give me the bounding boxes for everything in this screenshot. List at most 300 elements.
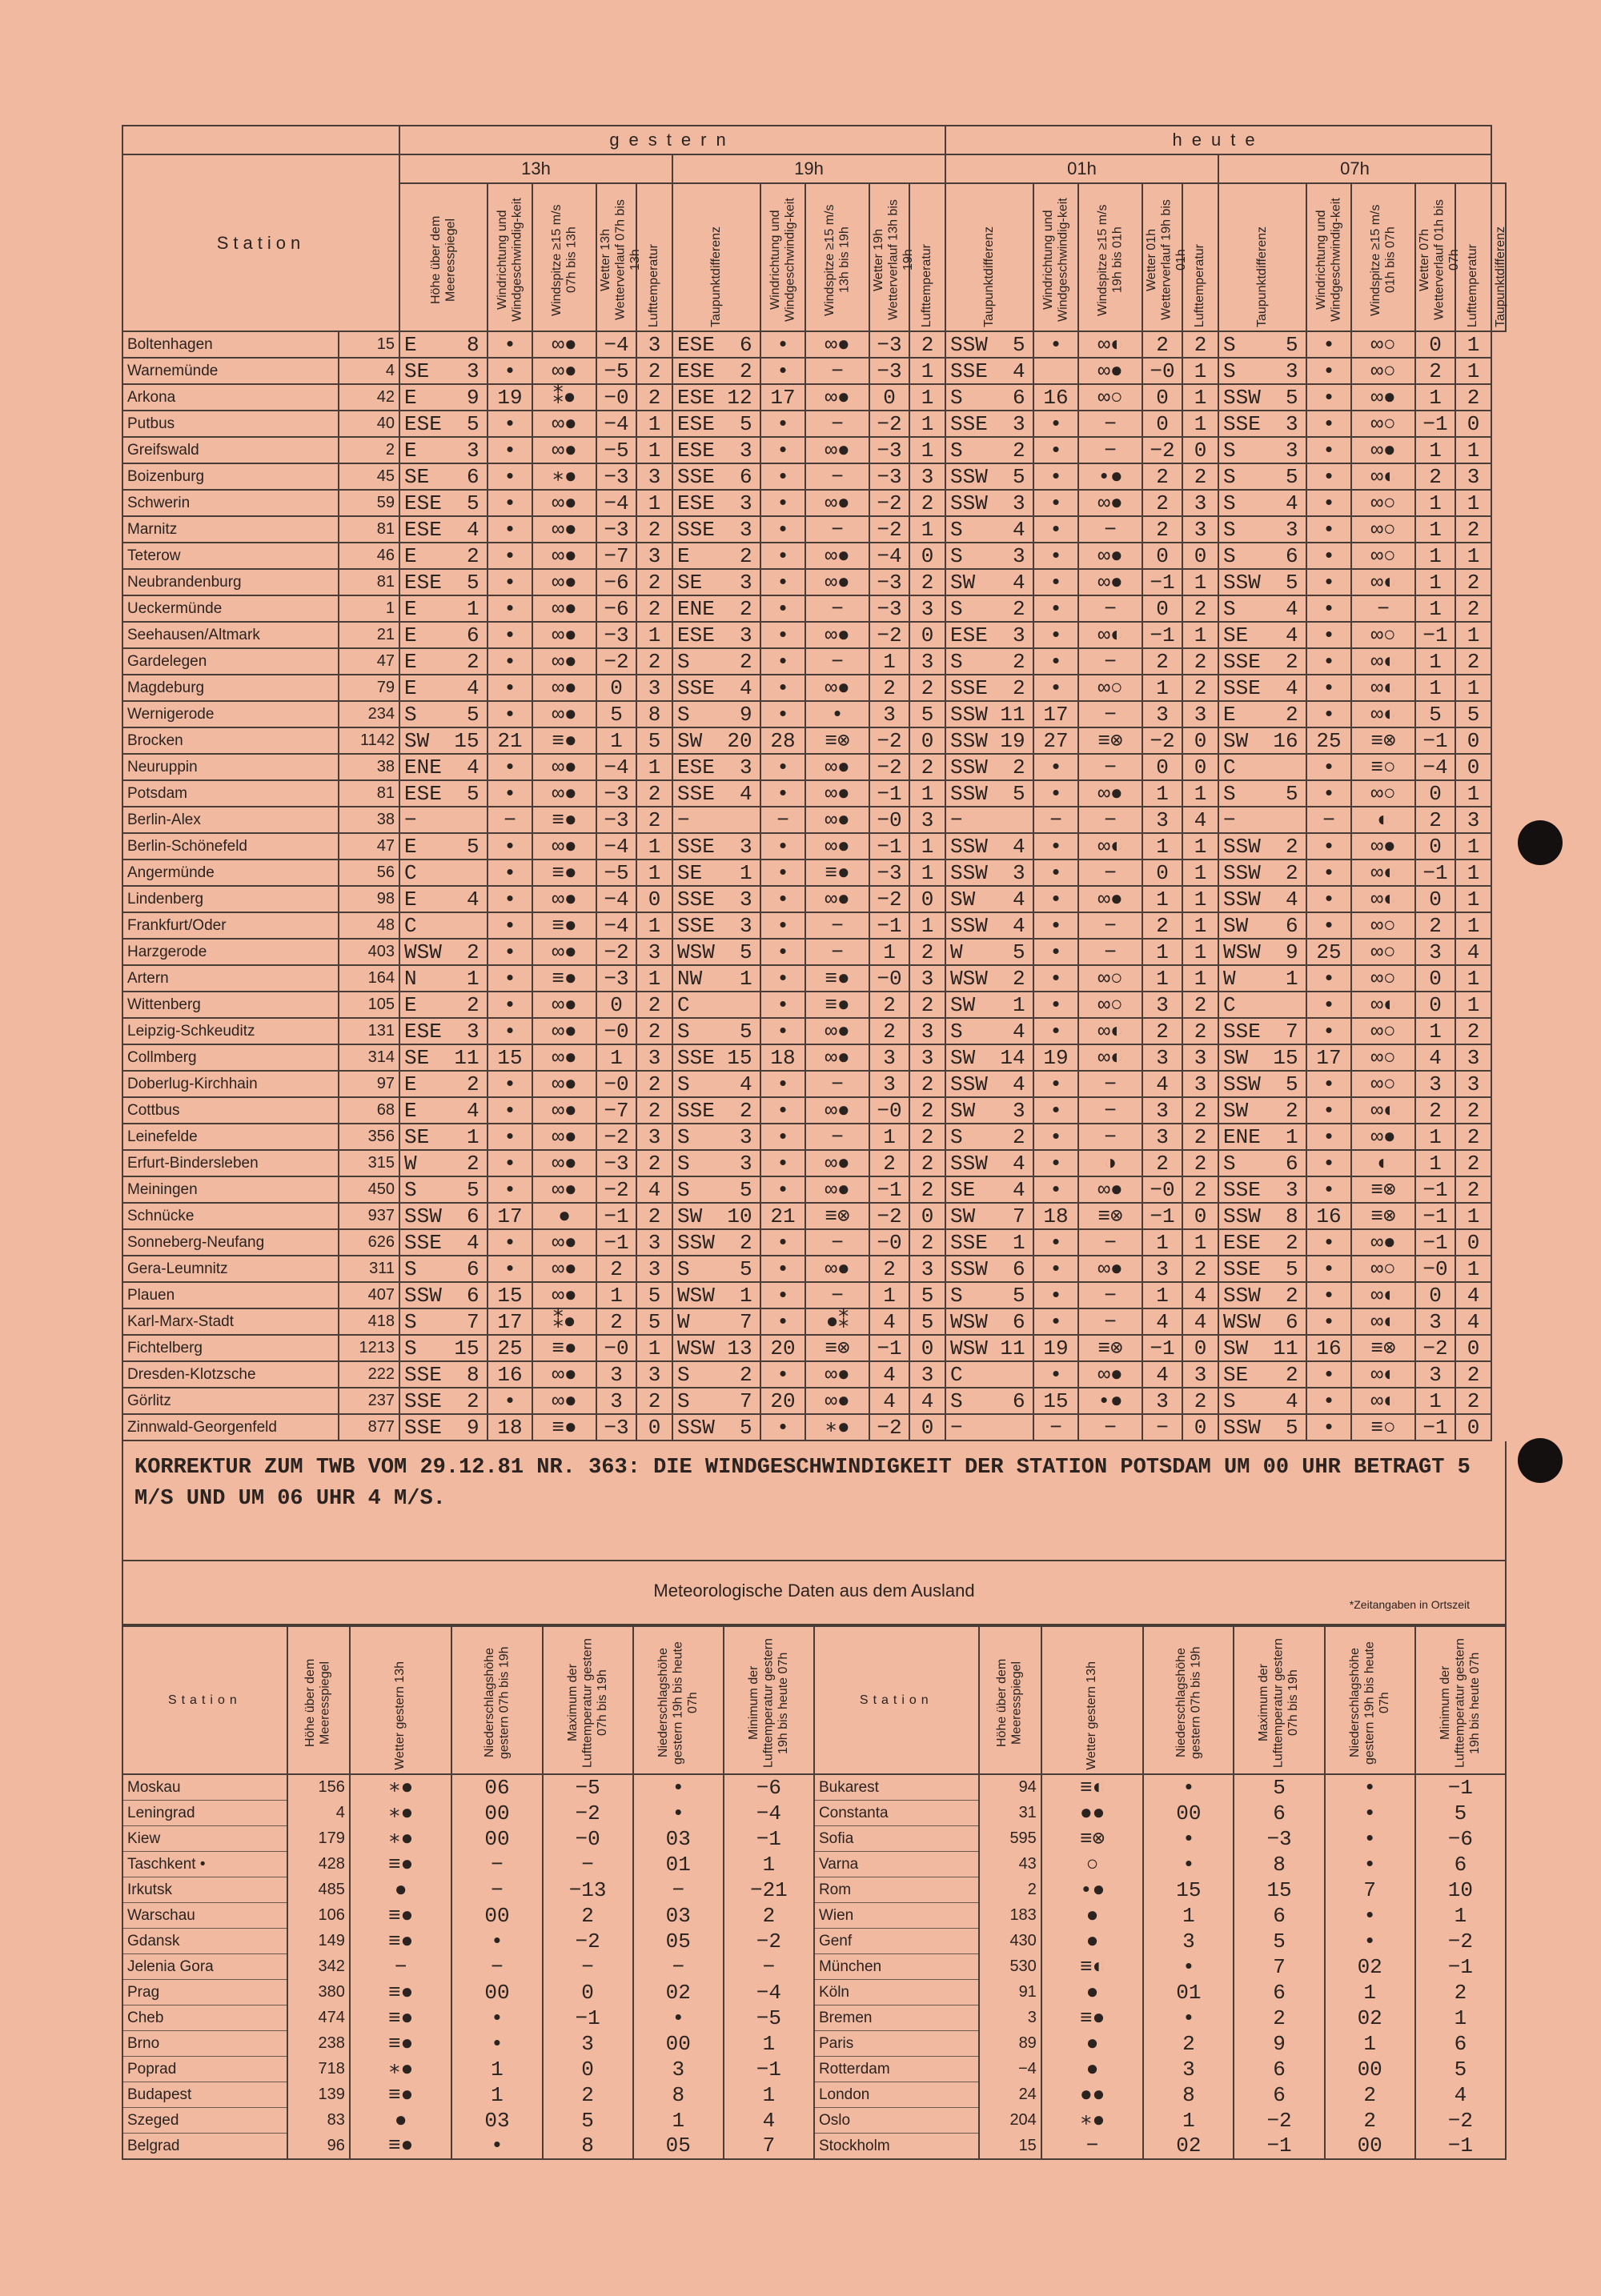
data-cell: ∞◐ [1351, 1388, 1415, 1414]
col-wind-2 [1033, 183, 1078, 331]
foreign-data-cell: ≡● [350, 1929, 452, 1954]
data-cell: 1 [869, 1282, 909, 1308]
data-cell: 1 [1455, 992, 1491, 1018]
data-cell: •● [1078, 463, 1142, 490]
data-cell: 18 [760, 1044, 805, 1071]
data-cell: ∞● [532, 675, 596, 701]
data-cell: 0 [1182, 1335, 1218, 1361]
data-cell: • [488, 1097, 532, 1124]
data-cell: 877 [339, 1414, 399, 1441]
data-cell: WSW 1 [672, 1282, 760, 1308]
data-cell: 2 [1455, 1018, 1491, 1044]
data-cell: S 5 [945, 1282, 1033, 1308]
data-cell: − [1078, 595, 1142, 622]
foreign-data-cell: 3 [1143, 2057, 1234, 2082]
foreign-data-cell: ● [350, 1877, 452, 1903]
data-cell: 2 [909, 1124, 945, 1150]
data-cell: 16 [488, 1361, 532, 1388]
data-cell: 2 [636, 992, 672, 1018]
data-cell: 3 [636, 1256, 672, 1282]
data-cell: 27 [1033, 727, 1078, 754]
data-cell: 46 [339, 543, 399, 569]
data-cell: • [488, 622, 532, 648]
data-cell: SSE 2 [1218, 648, 1306, 675]
foreign-data-cell: • [1143, 1774, 1234, 1801]
foreign-data-cell: −4 [979, 2057, 1041, 2082]
data-cell: 81 [339, 780, 399, 807]
data-cell: • [1033, 622, 1078, 648]
data-cell: − [399, 807, 488, 833]
foreign-col-right-1-label: Wetter gestern 13h [1085, 1661, 1099, 1770]
data-cell: 3 [909, 1018, 945, 1044]
data-cell: • [1306, 437, 1351, 463]
data-cell: 1 [1415, 1388, 1455, 1414]
data-cell: E 9 [399, 384, 488, 411]
data-cell: 1 [1182, 569, 1218, 595]
data-cell: SSE 4 [672, 675, 760, 701]
foreign-station-name: Oslo [814, 2108, 979, 2134]
col-wind-3 [1306, 183, 1351, 331]
data-cell: 0 [1415, 1282, 1455, 1308]
foreign-data-cell: 1 [1415, 1903, 1506, 1929]
data-cell: 1 [909, 912, 945, 939]
data-cell: SSE 2 [672, 1097, 760, 1124]
station-name: Sonneberg-Neufang [122, 1229, 339, 1256]
data-cell: ∞◐ [1078, 1018, 1142, 1044]
data-cell: E 4 [399, 1097, 488, 1124]
station-name: Berlin-Alex [122, 807, 339, 833]
station-row [122, 859, 1506, 886]
data-cell: 48 [339, 912, 399, 939]
header-today: heute [945, 126, 1491, 154]
data-cell: 1 [636, 912, 672, 939]
data-cell: 79 [339, 675, 399, 701]
foreign-data-cell: 5 [543, 2108, 633, 2134]
data-cell: − [1078, 807, 1142, 833]
station-row [122, 1335, 1506, 1361]
data-cell: 1 [1455, 543, 1491, 569]
foreign-data-cell: ≡● [350, 1852, 452, 1877]
foreign-data-cell: 0 [543, 1980, 633, 2005]
data-cell: S 6 [945, 1388, 1033, 1414]
data-cell: 0 [1415, 886, 1455, 912]
data-cell: 3 [1142, 807, 1182, 833]
data-cell: 0 [1142, 754, 1182, 780]
data-cell: • [760, 543, 805, 569]
foreign-data-cell: −1 [1415, 2134, 1506, 2160]
data-cell: 16 [1033, 384, 1078, 411]
foreign-col-right-1 [1041, 1626, 1144, 1774]
foreign-data-cell: 0 [543, 2057, 633, 2082]
data-cell: ∞● [805, 1361, 869, 1388]
data-cell: 2 [1142, 648, 1182, 675]
foreign-col-left-1 [350, 1626, 452, 1774]
data-cell: 2 [636, 807, 672, 833]
data-cell: 0 [1182, 1203, 1218, 1229]
data-cell: 2 [1415, 463, 1455, 490]
data-cell: 1 [636, 437, 672, 463]
data-cell: ∞● [805, 780, 869, 807]
col-weather-2 [1142, 183, 1188, 331]
data-cell: ESE 2 [1218, 1229, 1306, 1256]
foreign-data-cell: 06 [451, 1774, 542, 1801]
data-cell: • [488, 701, 532, 727]
data-cell: −2 [596, 939, 636, 965]
col-dew-1-label: Taupunktdifferenz [981, 226, 996, 327]
data-cell: 1 [1142, 965, 1182, 992]
foreign-data-cell: • [1325, 1826, 1415, 1852]
foreign-data-cell: − [451, 1954, 542, 1980]
station-name: Seehausen/Altmark [122, 622, 339, 648]
data-cell: ∞◐ [1351, 701, 1415, 727]
data-cell: 3 [909, 1361, 945, 1388]
data-cell: 1 [909, 833, 945, 859]
data-cell: −1 [1142, 569, 1182, 595]
station-row [122, 1282, 1506, 1308]
foreign-station-name: München [814, 1954, 979, 1980]
foreign-col-right-5 [1415, 1626, 1506, 1774]
foreign-data-cell: • [1143, 2005, 1234, 2031]
data-cell: 2 [1182, 1124, 1218, 1150]
data-cell: WSW 2 [945, 965, 1033, 992]
data-cell: S 4 [945, 1018, 1033, 1044]
foreign-data-cell: ● [1041, 1980, 1144, 2005]
data-cell: 5 [1415, 701, 1455, 727]
data-cell: 315 [339, 1150, 399, 1176]
col-gust-2-label: Windspitze ≥15 m/s 19h bis 01h [1095, 204, 1125, 316]
foreign-data-cell: 7 [1325, 1877, 1415, 1903]
data-cell: • [488, 1018, 532, 1044]
foreign-data-cell: −2 [543, 1801, 633, 1826]
col-temp-1-label: Lufttemperatur [920, 243, 934, 327]
data-cell: • [1033, 516, 1078, 543]
data-cell: 2 [636, 1150, 672, 1176]
data-cell: S 3 [672, 1150, 760, 1176]
data-cell: 2 [909, 1229, 945, 1256]
data-cell: − [805, 939, 869, 965]
data-cell: − [1078, 1282, 1142, 1308]
data-cell: 3 [909, 595, 945, 622]
col-wind-1-label: Windrichtung und Windgeschwindig-keit [768, 198, 796, 323]
data-cell: 3 [1415, 939, 1455, 965]
data-cell: 5 [596, 701, 636, 727]
data-cell: S 5 [672, 1018, 760, 1044]
data-cell: SSW 4 [945, 1150, 1033, 1176]
foreign-data-cell: 6 [1415, 1852, 1506, 1877]
data-cell: SSW 4 [1218, 886, 1306, 912]
data-cell: ∞◐ [1078, 331, 1142, 358]
data-cell: •● [1078, 1388, 1142, 1414]
data-cell: − [805, 1229, 869, 1256]
data-cell: • [1033, 1018, 1078, 1044]
col-weather-0-label: Wetter 13h Wetterverlauf 07h bis 13h [599, 199, 642, 321]
data-cell: 20 [760, 1335, 805, 1361]
foreign-data-cell: ● [1041, 1929, 1144, 1954]
foreign-data-cell: 00 [451, 1980, 542, 2005]
data-cell: E 2 [1218, 701, 1306, 727]
foreign-data-cell: 474 [287, 2005, 350, 2031]
data-cell: E 2 [399, 992, 488, 1018]
col-gust-0 [532, 183, 596, 331]
data-cell: 2 [909, 675, 945, 701]
data-cell: ∞● [532, 595, 596, 622]
data-cell: ∞● [805, 886, 869, 912]
data-cell: 2 [1182, 1097, 1218, 1124]
data-cell: −3 [596, 463, 636, 490]
data-cell: 16 [1306, 1335, 1351, 1361]
data-cell: SW 6 [1218, 912, 1306, 939]
foreign-data-cell: • [451, 2031, 542, 2057]
data-cell: −4 [596, 754, 636, 780]
data-cell: 1 [636, 622, 672, 648]
data-cell: 1 [1415, 490, 1455, 516]
col-temp-2-label: Lufttemperatur [1193, 243, 1207, 327]
data-cell: ∞● [532, 1256, 596, 1282]
data-cell: • [1033, 912, 1078, 939]
foreign-station-name: Genf [814, 1929, 979, 1954]
foreign-data-cell: 342 [287, 1954, 350, 1980]
data-cell: 0 [1142, 384, 1182, 411]
data-cell: ≡⊗ [1351, 727, 1415, 754]
data-cell: • [1306, 1361, 1351, 1388]
data-cell: 68 [339, 1097, 399, 1124]
data-cell: −4 [596, 886, 636, 912]
foreign-data-cell: 238 [287, 2031, 350, 2057]
data-cell: ∞● [805, 1150, 869, 1176]
data-cell: 1 [1455, 1203, 1491, 1229]
data-cell: 2 [1455, 1388, 1491, 1414]
data-cell: −6 [596, 569, 636, 595]
data-cell: ∞● [532, 1176, 596, 1203]
foreign-data-cell: 5 [1234, 1774, 1324, 1801]
data-cell: SW 10 [672, 1203, 760, 1229]
data-cell: 0 [1415, 780, 1455, 807]
foreign-station-name: Bremen [814, 2005, 979, 2031]
data-cell: ∞◐ [1351, 1282, 1415, 1308]
data-cell: − [1078, 1097, 1142, 1124]
data-cell: SSW 5 [945, 331, 1033, 358]
data-cell: 3 [909, 648, 945, 675]
foreign-data-cell: 02 [633, 1980, 724, 2005]
foreign-row [122, 1929, 1506, 1954]
data-cell: −3 [869, 595, 909, 622]
data-cell: ∞● [532, 701, 596, 727]
data-cell: 2 [1455, 1097, 1491, 1124]
data-cell: 19 [1033, 1335, 1078, 1361]
foreign-data-cell: • [633, 2005, 724, 2031]
data-cell: 25 [1306, 727, 1351, 754]
foreign-col-left-2-label: Niederschlagshöhe gestern 07h bis 19h [482, 1646, 511, 1760]
data-cell: − [1078, 1124, 1142, 1150]
data-cell: SSE 3 [672, 516, 760, 543]
foreign-data-cell: 91 [979, 1980, 1041, 2005]
data-cell: −2 [596, 648, 636, 675]
data-cell: ∞● [532, 1361, 596, 1388]
station-name: Fichtelberg [122, 1335, 339, 1361]
data-cell: −3 [869, 859, 909, 886]
data-cell: 626 [339, 1229, 399, 1256]
data-cell: 3 [636, 1044, 672, 1071]
col-dew-0 [672, 183, 760, 331]
foreign-data-cell: ∗● [350, 2057, 452, 2082]
data-cell: −1 [1415, 1229, 1455, 1256]
data-cell: ∞○ [1351, 1044, 1415, 1071]
data-cell: 3 [1142, 1044, 1182, 1071]
foreign-data-cell: 15 [1143, 1877, 1234, 1903]
data-cell: 1 [869, 1124, 909, 1150]
data-cell: • [1306, 516, 1351, 543]
data-cell: • [760, 622, 805, 648]
data-cell: SSW 5 [1218, 384, 1306, 411]
data-cell: ∞● [532, 490, 596, 516]
data-cell: • [1033, 1229, 1078, 1256]
data-cell: SSE 3 [672, 912, 760, 939]
data-cell: 3 [1182, 490, 1218, 516]
data-cell: 3 [596, 1388, 636, 1414]
data-cell: SSW 6 [399, 1203, 488, 1229]
foreign-data-cell: −5 [543, 1774, 633, 1801]
data-cell: −2 [869, 886, 909, 912]
data-cell: − [672, 807, 760, 833]
data-cell: • [488, 912, 532, 939]
data-cell: 47 [339, 833, 399, 859]
data-cell: 131 [339, 1018, 399, 1044]
data-cell: 2 [636, 1018, 672, 1044]
data-cell: ∞● [532, 622, 596, 648]
station-row [122, 1018, 1506, 1044]
station-row [122, 675, 1506, 701]
data-cell: 2 [636, 358, 672, 384]
data-cell: ∞◐ [1351, 463, 1415, 490]
data-cell: • [1033, 1256, 1078, 1282]
data-cell: 2 [1182, 675, 1218, 701]
data-cell: 356 [339, 1124, 399, 1150]
foreign-data-cell: −6 [724, 1774, 814, 1801]
data-cell: ≡● [532, 859, 596, 886]
data-cell: 2 [869, 1256, 909, 1282]
foreign-data-cell: ≡● [350, 2031, 452, 2057]
data-cell: E 5 [399, 833, 488, 859]
data-cell: SSW 5 [672, 1414, 760, 1441]
data-cell: • [760, 463, 805, 490]
foreign-data-cell: 03 [633, 1826, 724, 1852]
data-cell: ∞● [805, 1256, 869, 1282]
data-cell: S 2 [672, 648, 760, 675]
station-name: Wittenberg [122, 992, 339, 1018]
data-cell: − [805, 1071, 869, 1097]
data-cell: S 2 [945, 648, 1033, 675]
data-cell: − [1033, 807, 1078, 833]
foreign-station-name: Varna [814, 1852, 979, 1877]
data-cell: 0 [909, 727, 945, 754]
data-cell: 2 [909, 939, 945, 965]
data-cell: 2 [869, 675, 909, 701]
foreign-data-cell: 5 [1234, 1929, 1324, 1954]
data-cell: 1 [1142, 939, 1182, 965]
col-temp-3-label: Lufttemperatur [1466, 243, 1480, 327]
data-cell: SSW 19 [945, 727, 1033, 754]
data-cell: • [1033, 569, 1078, 595]
data-cell: ∞● [532, 1282, 596, 1308]
station-row [122, 727, 1506, 754]
foreign-data-cell: 6 [1234, 2057, 1324, 2082]
data-cell: ∞◐ [1351, 1097, 1415, 1124]
foreign-data-cell: − [633, 1877, 724, 1903]
data-cell: ESE 4 [399, 516, 488, 543]
foreign-data-cell: −1 [543, 2005, 633, 2031]
col-gust-1 [805, 183, 869, 331]
data-cell: • [488, 992, 532, 1018]
data-cell: 2 [1182, 1018, 1218, 1044]
data-cell: • [760, 1361, 805, 1388]
foreign-data-cell: 2 [543, 2082, 633, 2108]
data-cell: −2 [869, 490, 909, 516]
data-cell: ≡○ [1351, 1414, 1415, 1441]
data-cell: 56 [339, 859, 399, 886]
data-cell: S 2 [672, 1361, 760, 1388]
data-cell: 1 [909, 411, 945, 437]
data-cell: • [760, 1229, 805, 1256]
station-name: Potsdam [122, 780, 339, 807]
data-cell: SSW 5 [945, 463, 1033, 490]
data-cell: ∞● [1351, 437, 1415, 463]
data-cell: 15 [1033, 1388, 1078, 1414]
data-cell: ∗● [532, 463, 596, 490]
data-cell: 4 [1142, 1361, 1182, 1388]
data-cell: SSW 6 [945, 1256, 1033, 1282]
foreign-data-cell: 183 [979, 1903, 1041, 1929]
foreign-station-name: Warschau [122, 1903, 287, 1929]
data-cell: 1 [1455, 780, 1491, 807]
data-cell: • [1033, 411, 1078, 437]
data-cell: −1 [1415, 1176, 1455, 1203]
data-cell: 15 [488, 1044, 532, 1071]
col-gust-1-label: Windspitze ≥15 m/s 13h bis 19h [822, 204, 851, 316]
data-cell: • [1306, 490, 1351, 516]
foreign-data-cell: 380 [287, 1980, 350, 2005]
data-cell: S 2 [945, 437, 1033, 463]
data-cell: • [760, 1414, 805, 1441]
data-cell: S 6 [945, 384, 1033, 411]
data-cell: S 4 [1218, 595, 1306, 622]
station-name: Leinefelde [122, 1124, 339, 1150]
foreign-data-cell: 00 [451, 1826, 542, 1852]
data-cell: ∞○ [1351, 1018, 1415, 1044]
data-cell: • [760, 1097, 805, 1124]
foreign-data-cell: −1 [724, 1826, 814, 1852]
data-cell: 0 [1415, 965, 1455, 992]
foreign-col-left-3 [543, 1626, 633, 1774]
data-cell: 0 [1455, 1335, 1491, 1361]
data-cell: ∞● [805, 1176, 869, 1203]
data-cell: • [1306, 595, 1351, 622]
data-cell: ∞● [1351, 833, 1415, 859]
data-cell: S 3 [1218, 516, 1306, 543]
foreign-data-cell: 89 [979, 2031, 1041, 2057]
data-cell: −2 [596, 1124, 636, 1150]
data-cell: −2 [869, 754, 909, 780]
station-name: Leipzig-Schkeuditz [122, 1018, 339, 1044]
foreign-row [122, 1903, 1506, 1929]
data-cell: • [1306, 1097, 1351, 1124]
data-cell: SW 4 [945, 569, 1033, 595]
data-cell: ≡⊗ [805, 1203, 869, 1229]
foreign-data-cell: ≡◐ [1041, 1954, 1144, 1980]
foreign-col-right-0-label: Höhe über dem Meeresspiegel [995, 1658, 1024, 1748]
data-cell: ∞● [805, 384, 869, 411]
data-cell: − [945, 807, 1033, 833]
foreign-data-cell: 1 [724, 2082, 814, 2108]
